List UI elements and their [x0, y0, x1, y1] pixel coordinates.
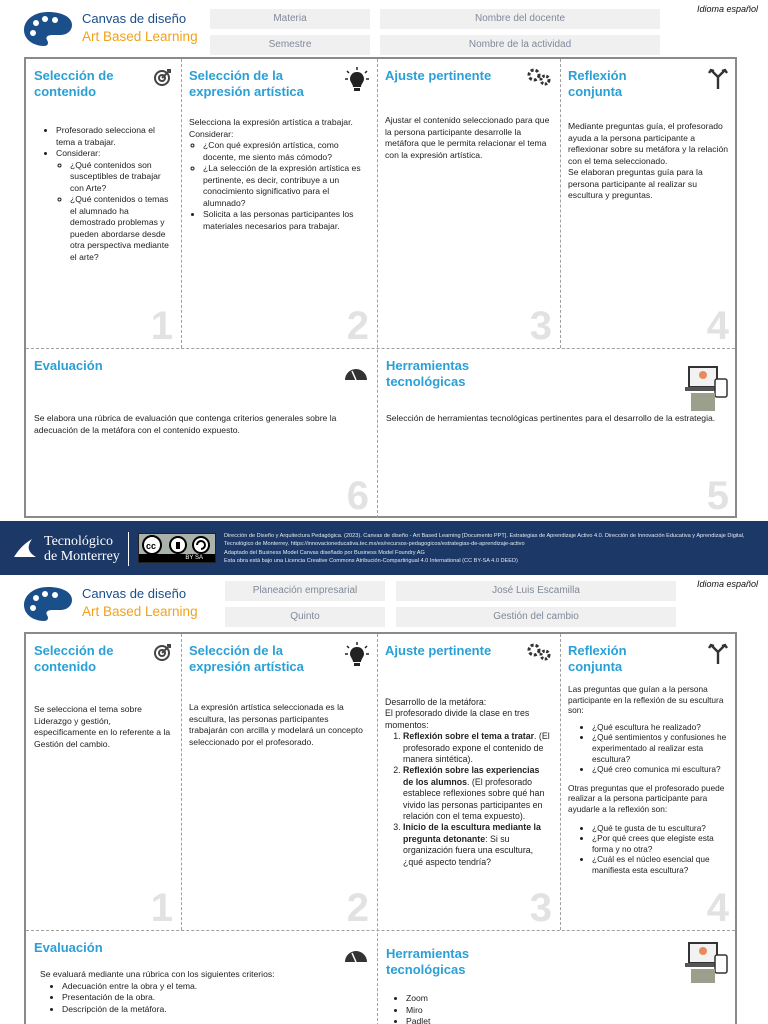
brand-title — [82, 10, 198, 46]
cell-title: Selección de contenido — [34, 643, 114, 674]
cell-artistic-expression — [181, 634, 377, 930]
cell-evaluation — [26, 931, 377, 1024]
lightbulb-icon — [345, 67, 369, 95]
list-item: ◦ ¿Con qué expresión artística, como docente, me siento más cómodo? — [203, 140, 369, 163]
institution-line2: de Monterrey — [44, 549, 120, 564]
brand-line1: Canvas de diseño — [82, 586, 187, 601]
cell-content-selection — [26, 634, 181, 930]
cell-adjustment — [377, 59, 560, 348]
step-text: . (El profesorado establece reflexiones sobre qué han vivido las personas participantes en relación con el tema expuesto). — [403, 776, 545, 822]
paragraph: Se evaluará mediante una rúbrica con los siguientes criterios: — [40, 969, 275, 979]
teacher-field[interactable]: Nombre del docente — [380, 9, 660, 29]
list-item: • Presentación de la obra. — [62, 992, 369, 1004]
paragraph: Se selecciona el tema sobre Liderazgo y gestión, especificamente en lo referente a la Gestión del cambio. — [34, 704, 171, 749]
cell-body — [385, 697, 552, 868]
cell-artistic-expression — [181, 59, 377, 348]
paragraph: La expresión artística seleccionada es la escultura, las personas participantes trabajarán con arcilla y modelará un concepto seleccionado por el profesorado. — [189, 702, 363, 747]
subject-field[interactable]: Materia — [210, 9, 370, 29]
list-item: ◦ ¿Qué contenidos son susceptibles de trabajar con Arte? — [70, 160, 173, 195]
divider — [128, 532, 129, 566]
citation: Dirección de Diseño y Arquitectura Pedagógica. (2023). Canvas de diseño - Art Based Learning [Documento PPT]. Estrategias de Aprendizaje Activo 4.0. Dirección de Innovación Educativa y Aprendizaje Digital, Tecnológico de Monterrey. https://innovacioneducativa.tec.mx/es/recursos-pedagogicos/estrategias-de-aprendizaje-activo — [224, 533, 745, 548]
activity-field[interactable]: Gestión del cambio — [396, 607, 676, 627]
teacher-field[interactable]: José Luis Escamilla — [396, 581, 676, 601]
cell-title: Ajuste pertinente — [385, 643, 492, 658]
paragraph: Las preguntas que guían a la persona participante en la reflexión de su escultura son: — [568, 684, 724, 716]
list-item: • Miro — [406, 1005, 729, 1017]
cell-number: 3 — [529, 304, 552, 348]
palette-logo-icon — [22, 585, 74, 623]
brand-line2: Art Based Learning — [82, 604, 198, 619]
gauge-icon — [343, 947, 369, 963]
paragraph: Ajustar el contenido seleccionado para que la persona participante desarrolle la metáfora que le permita relacionar el tema con la expresión artística. — [385, 115, 550, 160]
subject-field[interactable]: Planeación empresarial — [225, 581, 385, 601]
brand-title — [82, 585, 198, 621]
list-item: • ¿Cuál es el núcleo esencial que manifiesta esta escultura? — [592, 854, 729, 875]
svg-text:cc: cc — [146, 541, 157, 551]
cell-body — [568, 121, 729, 202]
tec-logo-icon — [12, 537, 38, 559]
list-item: • Zoom — [406, 993, 729, 1005]
cell-joint-reflection — [560, 634, 737, 930]
list-item: • Profesorado selecciona el tema a trabajar. — [56, 125, 173, 148]
list-item: • Solicita a las personas participantes los materiales necesarios para trabajar. — [203, 209, 369, 232]
cell-adjustment — [377, 634, 560, 930]
list-item: • ¿Qué sentimientos y confusiones he experimentado al realizar esta escultura? — [592, 732, 729, 764]
canvas-grid — [24, 57, 737, 518]
list-item: • Considerar: — [56, 148, 173, 160]
cell-title: Selección de la expresión artística — [189, 68, 304, 99]
institution-name — [44, 534, 120, 564]
footer-banner — [0, 521, 768, 575]
cell-tech-tools — [378, 931, 737, 1024]
cell-number: 2 — [346, 886, 369, 930]
cell-title: Evaluación — [34, 358, 103, 373]
license-note: Esta obra está bajo una Licencia Creative Commons Atribución-Compartirigual 4.0 International (CC BY-SA 4.0 DEED) — [224, 557, 518, 564]
cell-body — [568, 684, 729, 876]
list-item: • ¿Por qué crees que elegiste esta forma y no otra? — [592, 833, 729, 854]
language-label: Idioma español — [696, 4, 758, 14]
paragraph: Mediante preguntas guía, el profesorado ayuda a la persona participante a reflexionar sobre su metáfora y la relación con el tema seleccionado. — [568, 121, 729, 166]
palette-logo-icon — [22, 10, 74, 48]
step-title: Inicio de la escultura mediante la pregunta detonante — [403, 822, 541, 844]
cell-body — [34, 125, 173, 263]
cell-number: 1 — [150, 304, 173, 348]
gears-icon — [526, 642, 552, 662]
brand-line2: Art Based Learning — [82, 29, 198, 44]
activity-field[interactable]: Nombre de la actividad — [380, 35, 660, 55]
paragraph: Se elaboran preguntas guía para la persona participante al realizar su escultura y preguntas. — [568, 167, 703, 200]
cell-number: 4 — [706, 886, 729, 930]
cell-title: Herramientas tecnológicas — [386, 358, 470, 389]
institution-line1: Tecnológico — [44, 534, 113, 549]
gauge-icon — [343, 365, 369, 381]
laptop-devices-icon — [685, 939, 729, 985]
paragraph: Selección de herramientas tecnológicas pertinentes para el desarrollo de la estrategia. — [386, 413, 716, 423]
cell-title: Reflexión conjunta — [568, 643, 627, 674]
cell-title: Reflexión conjunta — [568, 68, 627, 99]
cell-number: 3 — [529, 886, 552, 930]
semester-field[interactable]: Quinto — [225, 607, 385, 627]
semester-field[interactable]: Semestre — [210, 35, 370, 55]
step-title: Reflexión sobre el tema a tratar — [403, 731, 535, 742]
cell-title: Ajuste pertinente — [385, 68, 492, 83]
cell-title: Evaluación — [34, 940, 103, 955]
list-item: • Adecuación entre la obra y el tema. — [62, 981, 369, 993]
cell-title: Selección de la expresión artística — [189, 643, 304, 674]
cell-evaluation — [26, 349, 377, 518]
target-icon — [153, 67, 173, 87]
brand-line1: Canvas de diseño — [82, 11, 187, 26]
list-item: • Descripción de la metáfora. — [62, 1004, 369, 1016]
list-item — [403, 765, 552, 822]
list-item: • ¿Qué creo comunica mi escultura? — [592, 764, 729, 775]
step-text: . (El profesorado expone el contenido de manera sintética). — [403, 731, 550, 765]
cell-number: 5 — [706, 474, 729, 518]
cell-body — [40, 969, 369, 1015]
cell-content-selection — [26, 59, 181, 348]
cc-by-sa-icon — [139, 535, 217, 555]
cell-body — [386, 993, 729, 1024]
cell-tech-tools — [378, 349, 737, 518]
cell-title: Selección de contenido — [34, 68, 114, 99]
cell-number: 2 — [346, 304, 369, 348]
adapted-note: Adaptado del Business Model Canvas diseñado por Business Model Foundry AG — [224, 549, 425, 556]
list-item — [403, 731, 552, 765]
cell-body — [189, 117, 369, 232]
lightbulb-icon — [345, 642, 369, 670]
cell-title: Herramientas tecnológicas — [386, 946, 470, 977]
cell-number: 1 — [150, 886, 173, 930]
canvas-grid — [24, 632, 737, 1024]
paragraph: Desarrollo de la metáfora: — [385, 697, 487, 707]
target-icon — [153, 642, 173, 662]
cell-joint-reflection — [560, 59, 737, 348]
cc-license-badge[interactable] — [138, 533, 216, 563]
list-item: ◦ ¿Qué contenidos o temas el alumnado ha demostrado problemas y pueden abordarse desde otra perspectiva mediante el arte? — [70, 194, 173, 263]
paragraph: Selecciona la expresión artística a trabajar. Considerar: — [189, 117, 353, 139]
paragraph: Otras preguntas que el profesorado puede realizar a la persona participante para ayudarle a la reflexión son: — [568, 782, 725, 814]
language-label: Idioma español — [696, 579, 758, 589]
list-item: • Padlet — [406, 1016, 729, 1024]
cc-badge-label: BY SA — [139, 554, 215, 562]
directions-arrows-icon — [707, 67, 729, 89]
step-title: Reflexión sobre las experiencias de los alumnos — [403, 765, 540, 787]
paragraph: El profesorado divide la clase en tres momentos: — [385, 708, 530, 730]
list-item: • ¿Qué escultura he realizado? — [592, 722, 729, 733]
directions-arrows-icon — [707, 642, 729, 664]
laptop-devices-icon — [685, 363, 729, 415]
list-item: • ¿Qué te gusta de tu escultura? — [592, 823, 729, 834]
cell-number: 4 — [706, 304, 729, 348]
gears-icon — [526, 67, 552, 87]
list-item — [403, 822, 552, 868]
step-text: : Si su organización fuera una escultura, ¿qué aspecto tendría? — [403, 833, 534, 867]
paragraph: Se elabora una rúbrica de evaluación que contenga criterios generales sobre la adecuación de la metáfora con el contenido expuesto. — [34, 413, 337, 435]
list-item: ◦ ¿La selección de la expresión artística es pertinente, es decir, contribuye a un conocimiento significativo para el alumnado? — [203, 163, 369, 209]
canvas-filled — [0, 575, 768, 1024]
legal-text — [224, 532, 748, 565]
cell-number: 6 — [346, 474, 369, 518]
